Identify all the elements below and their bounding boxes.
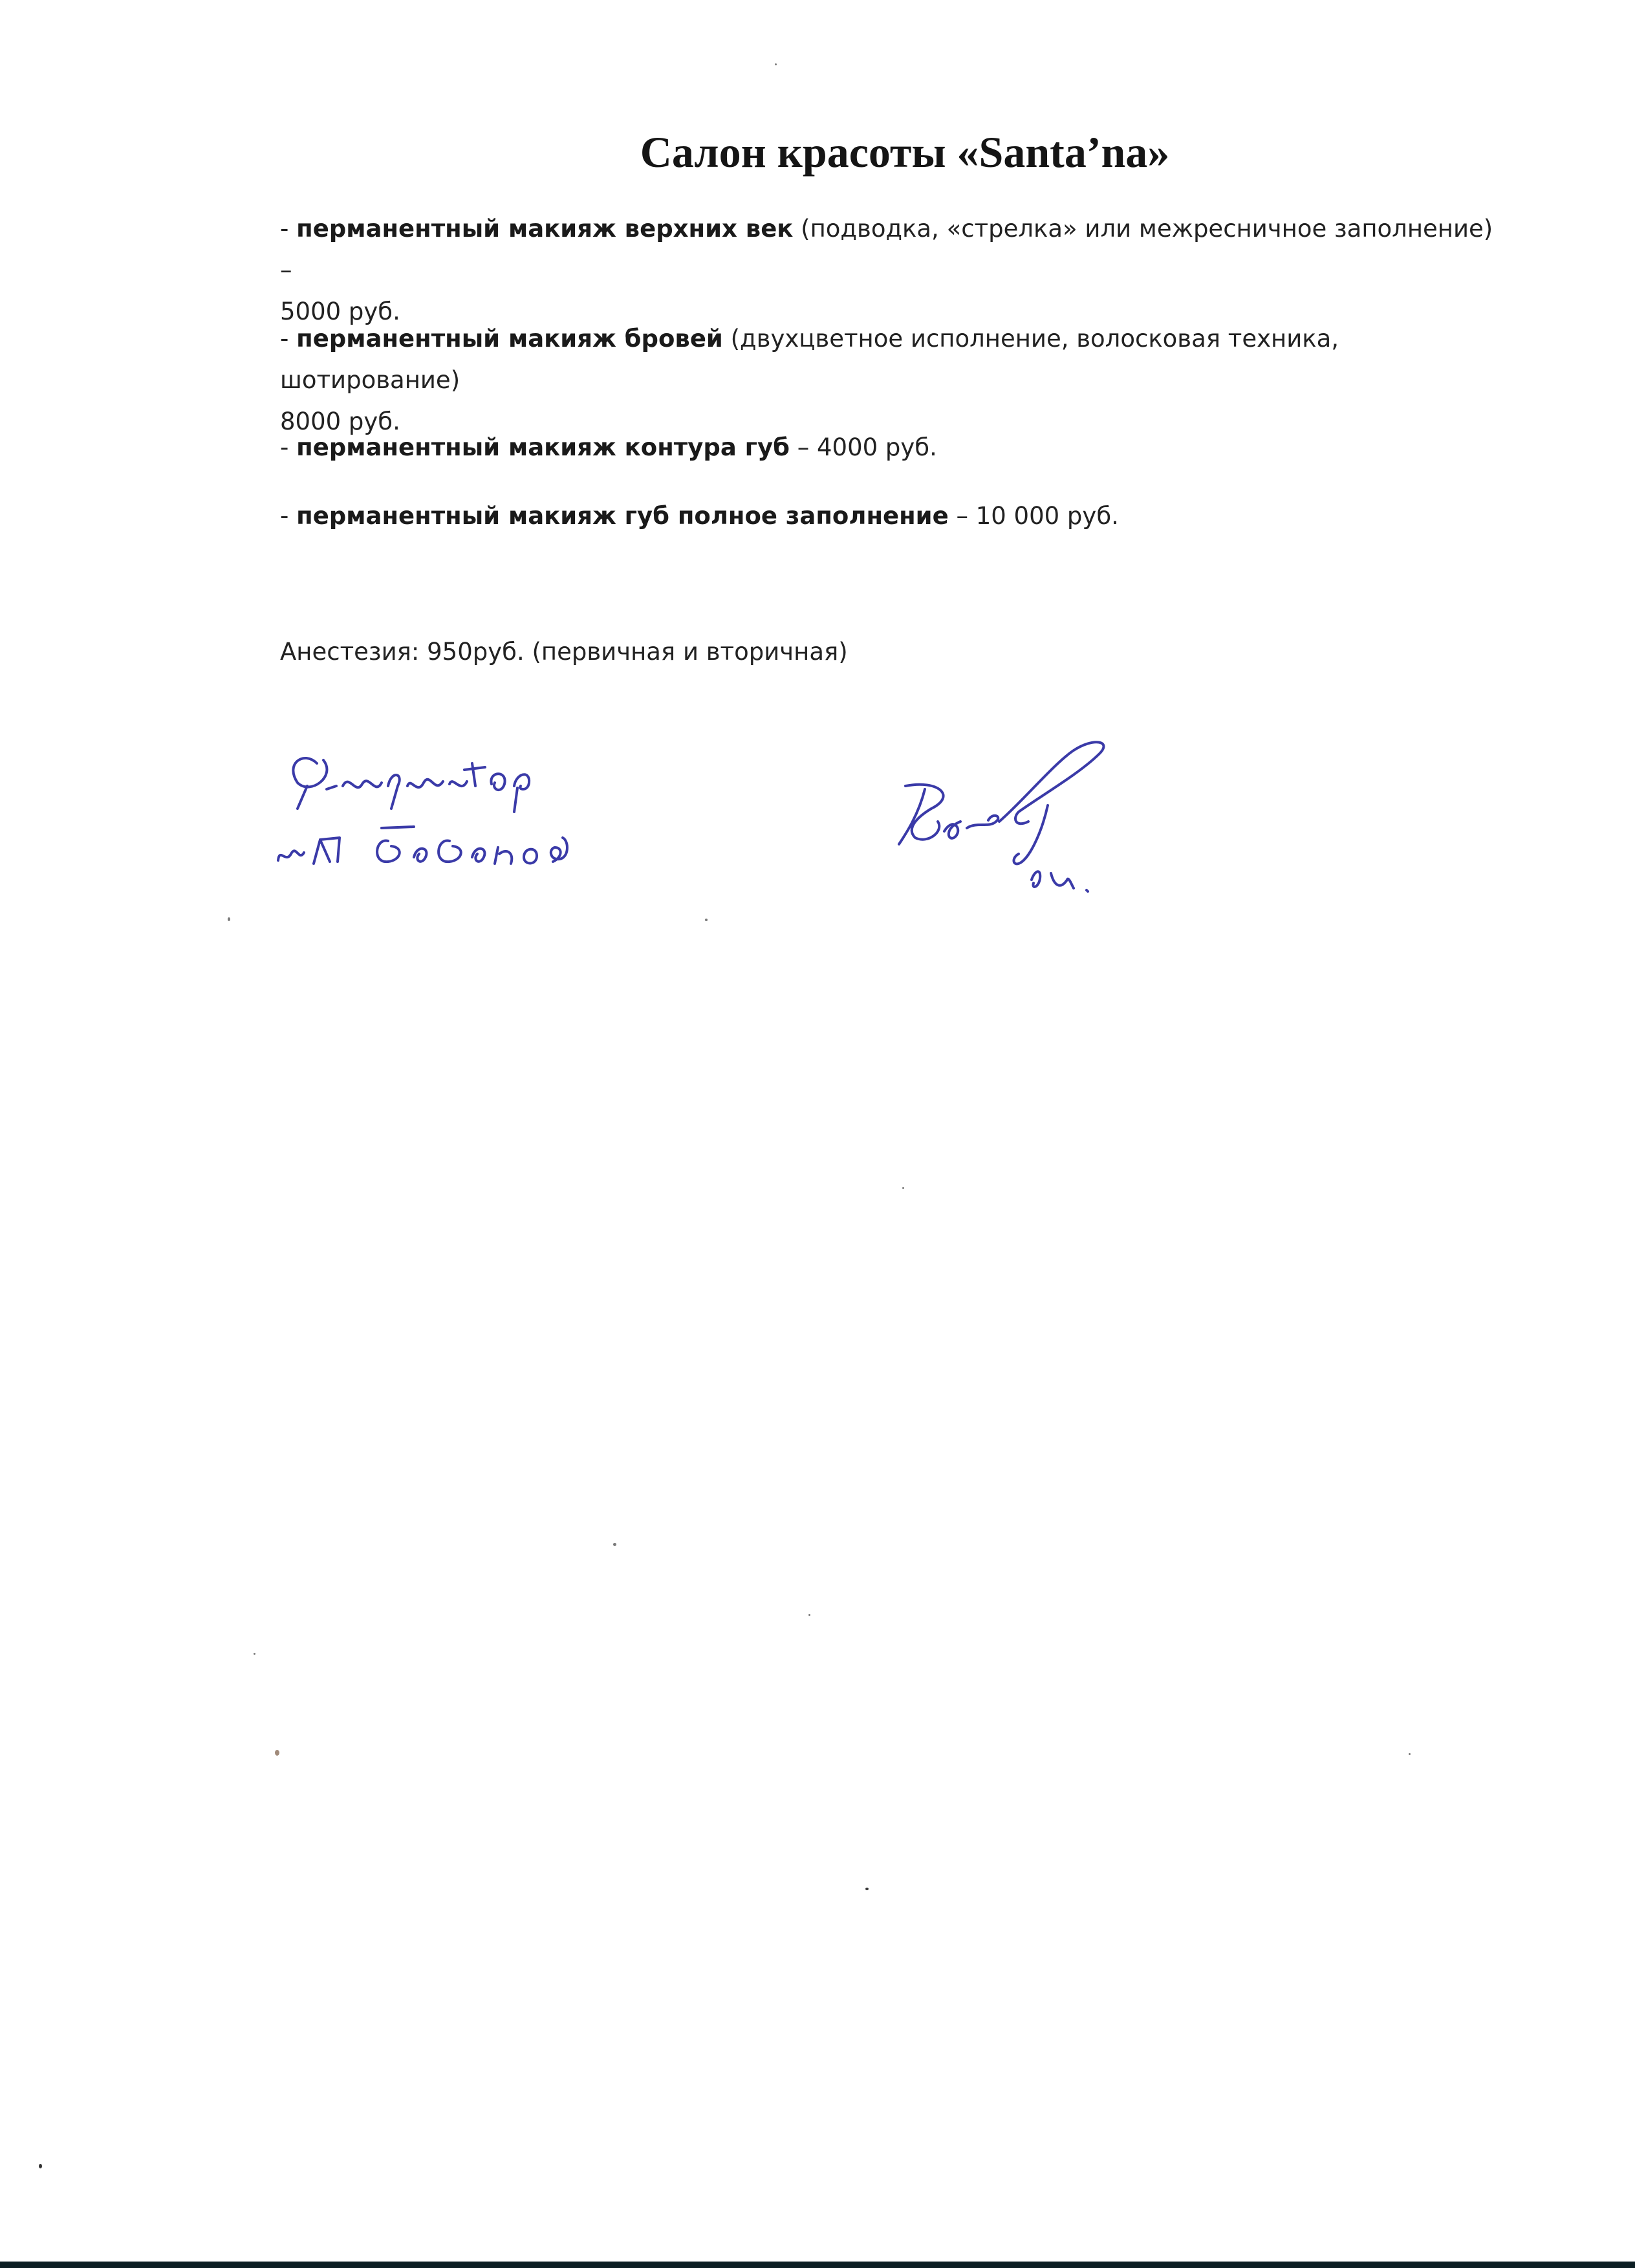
service-prefix: - <box>280 215 297 243</box>
service-name: перманентный макияж контура губ <box>296 433 790 461</box>
anesthesia-price: Анестезия: 950руб. (первичная и вторичная) <box>280 638 848 666</box>
service-prefix: - <box>280 325 297 353</box>
service-detail: – 4000 руб. <box>789 433 937 461</box>
signature <box>880 725 1151 919</box>
scan-edge <box>0 2262 1635 2268</box>
scan-speck <box>275 1750 279 1756</box>
scan-speck <box>228 917 230 921</box>
scan-speck <box>808 1614 810 1616</box>
scan-speck <box>902 1187 904 1189</box>
service-detail: – 10 000 руб. <box>948 502 1119 530</box>
service-item-lip-contour <box>280 427 1509 468</box>
service-prefix: - <box>280 502 297 530</box>
service-name: перманентный макияж верхних век <box>296 215 794 243</box>
scan-speck <box>254 1653 255 1655</box>
service-price: 5000 руб. <box>280 298 400 325</box>
handwritten-director-note <box>259 725 660 893</box>
service-item-lip-fill <box>280 496 1509 537</box>
scan-speck <box>39 2164 42 2168</box>
service-name: перманентный макияж губ полное заполнение <box>296 502 949 530</box>
document-title: Салон красоты «Santa’na» <box>640 127 1170 177</box>
scan-speck <box>705 919 708 921</box>
service-detail: (подводка, «стрелка» или межресничное заполнение) – <box>280 215 1493 284</box>
service-price: 8000 руб. <box>280 408 400 435</box>
scan-speck <box>775 63 777 65</box>
service-item-eyelids <box>280 208 1509 333</box>
scan-speck <box>1409 1753 1411 1755</box>
service-detail: (двухцветное исполнение, волосковая техника, шотирование) <box>280 325 1339 394</box>
service-prefix: - <box>280 433 297 461</box>
scan-speck <box>865 1888 869 1890</box>
service-item-eyebrows <box>280 318 1509 442</box>
scan-speck <box>613 1543 616 1546</box>
service-name: перманентный макияж бровей <box>296 325 723 353</box>
